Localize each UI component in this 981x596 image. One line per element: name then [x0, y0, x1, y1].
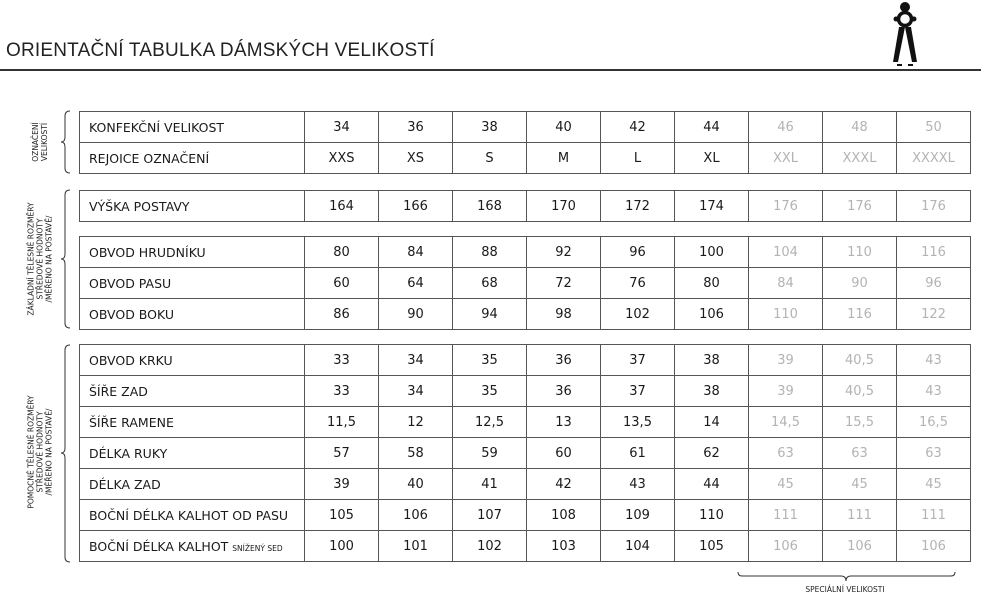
cell-special: 46	[749, 112, 823, 143]
cell-special: 45	[749, 469, 823, 500]
row-label: ŠÍŘE RAMENE	[80, 407, 305, 438]
cell-special: 40,5	[823, 376, 897, 407]
special-sizes-bracket	[737, 571, 957, 583]
cell: 166	[379, 191, 453, 222]
row-label	[80, 531, 305, 562]
cell-special: 122	[897, 299, 971, 330]
cell: L	[601, 143, 675, 174]
cell-special: 84	[749, 268, 823, 299]
cell: 170	[527, 191, 601, 222]
page-title: ORIENTAČNÍ TABULKA DÁMSKÝCH VELIKOSTÍ	[6, 40, 435, 61]
table-row	[80, 438, 971, 469]
fashion-figure-icon	[889, 0, 921, 68]
brace-group-3	[60, 344, 72, 563]
row-label: OBVOD BOKU	[80, 299, 305, 330]
cell: 44	[675, 112, 749, 143]
cell: 13	[527, 407, 601, 438]
table-row	[80, 299, 971, 330]
cell: 60	[527, 438, 601, 469]
table-row	[80, 376, 971, 407]
cell-special: 110	[749, 299, 823, 330]
cell: 37	[601, 345, 675, 376]
table-row	[80, 500, 971, 531]
cell: 90	[379, 299, 453, 330]
cell: 34	[379, 345, 453, 376]
cell: 88	[453, 237, 527, 268]
cell: 38	[453, 112, 527, 143]
cell-special: 176	[823, 191, 897, 222]
table-row	[80, 407, 971, 438]
row-label-text: BOČNÍ DÉLKA KALHOT	[89, 538, 229, 554]
brace-group-1	[60, 110, 72, 174]
table-basic-measures	[79, 236, 971, 330]
cell: 100	[305, 531, 379, 562]
cell: 14	[675, 407, 749, 438]
cell: XXS	[305, 143, 379, 174]
cell: 103	[527, 531, 601, 562]
cell: 41	[453, 469, 527, 500]
cell: 105	[305, 500, 379, 531]
cell: 11,5	[305, 407, 379, 438]
cell: 36	[527, 345, 601, 376]
cell: 38	[675, 376, 749, 407]
cell: 39	[305, 469, 379, 500]
cell-special: 176	[749, 191, 823, 222]
cell: 107	[453, 500, 527, 531]
cell: XS	[379, 143, 453, 174]
row-label: OBVOD PASU	[80, 268, 305, 299]
cell: 40	[379, 469, 453, 500]
cell-special: XXXL	[823, 143, 897, 174]
cell-special: 40,5	[823, 345, 897, 376]
cell: 108	[527, 500, 601, 531]
cell: 33	[305, 376, 379, 407]
cell-special: 45	[897, 469, 971, 500]
cell: 42	[527, 469, 601, 500]
cell: 92	[527, 237, 601, 268]
cell-special: 111	[749, 500, 823, 531]
table-auxiliary-measures	[79, 344, 971, 562]
table-row	[80, 237, 971, 268]
group-label-basic-measures: ZÁKLADNÍ TĚLESNÉ ROZMĚRY STŘEDOVÉ HODNOTY /MĚŘENO NA POSTAVĚ/	[26, 202, 54, 316]
cell: 172	[601, 191, 675, 222]
cell: 36	[379, 112, 453, 143]
table-row	[80, 345, 971, 376]
cell-special: 104	[749, 237, 823, 268]
cell: 98	[527, 299, 601, 330]
table-row	[80, 531, 971, 562]
cell-special: 63	[897, 438, 971, 469]
cell: 13,5	[601, 407, 675, 438]
cell: 102	[453, 531, 527, 562]
cell: 42	[601, 112, 675, 143]
cell-special: 43	[897, 376, 971, 407]
cell: 35	[453, 345, 527, 376]
row-label: BOČNÍ DÉLKA KALHOT OD PASU	[80, 500, 305, 531]
cell: 106	[675, 299, 749, 330]
cell: 61	[601, 438, 675, 469]
row-label: VÝŠKA POSTAVY	[80, 191, 305, 222]
cell-special: 111	[823, 500, 897, 531]
cell: 104	[601, 531, 675, 562]
cell: 60	[305, 268, 379, 299]
row-label: OBVOD KRKU	[80, 345, 305, 376]
cell: 76	[601, 268, 675, 299]
table-row	[80, 191, 971, 222]
cell-special: 116	[897, 237, 971, 268]
cell-special: 39	[749, 345, 823, 376]
cell-special: 106	[897, 531, 971, 562]
cell: 86	[305, 299, 379, 330]
table-row	[80, 268, 971, 299]
group-label-auxiliary-measures: POMOCNÉ TĚLESNÉ ROZMĚRY STŘEDOVÉ HODNOTY /MĚŘENO NA POSTAVĚ/	[26, 395, 54, 509]
cell-special: 15,5	[823, 407, 897, 438]
cell-special: 106	[749, 531, 823, 562]
cell-special: XXXXL	[897, 143, 971, 174]
table-height	[79, 190, 971, 222]
cell: 105	[675, 531, 749, 562]
cell: 168	[453, 191, 527, 222]
cell-special: 116	[823, 299, 897, 330]
cell: 57	[305, 438, 379, 469]
cell: M	[527, 143, 601, 174]
table-row	[80, 143, 971, 174]
cell-special: 14,5	[749, 407, 823, 438]
row-label: ŠÍŘE ZAD	[80, 376, 305, 407]
cell: 58	[379, 438, 453, 469]
table-row	[80, 112, 971, 143]
cell: 84	[379, 237, 453, 268]
row-label: DÉLKA RUKY	[80, 438, 305, 469]
cell: 102	[601, 299, 675, 330]
cell: 33	[305, 345, 379, 376]
cell: 43	[601, 469, 675, 500]
cell: 96	[601, 237, 675, 268]
cell: 80	[305, 237, 379, 268]
cell-special: 106	[823, 531, 897, 562]
cell: 59	[453, 438, 527, 469]
cell-special: 90	[823, 268, 897, 299]
cell: 110	[675, 500, 749, 531]
cell-special: 111	[897, 500, 971, 531]
cell: 64	[379, 268, 453, 299]
cell: 101	[379, 531, 453, 562]
cell: 44	[675, 469, 749, 500]
cell: 34	[305, 112, 379, 143]
cell-special: 43	[897, 345, 971, 376]
row-label-note: SNÍŽENÝ SED	[232, 543, 283, 553]
title-rule	[0, 69, 981, 71]
cell: 62	[675, 438, 749, 469]
row-label: KONFEKČNÍ VELIKOST	[80, 112, 305, 143]
cell-special: XXL	[749, 143, 823, 174]
cell: 37	[601, 376, 675, 407]
table-size-designation	[79, 111, 971, 174]
cell-special: 16,5	[897, 407, 971, 438]
cell-special: 63	[823, 438, 897, 469]
cell-special: 39	[749, 376, 823, 407]
cell: 164	[305, 191, 379, 222]
cell-special: 63	[749, 438, 823, 469]
cell-special: 48	[823, 112, 897, 143]
special-sizes-label: SPECIÁLNÍ VELIKOSTI	[805, 585, 885, 594]
table-row	[80, 469, 971, 500]
cell: 72	[527, 268, 601, 299]
cell: 12	[379, 407, 453, 438]
row-label: DÉLKA ZAD	[80, 469, 305, 500]
cell: 12,5	[453, 407, 527, 438]
cell: 68	[453, 268, 527, 299]
cell-special: 45	[823, 469, 897, 500]
cell: 36	[527, 376, 601, 407]
cell: 106	[379, 500, 453, 531]
cell: 40	[527, 112, 601, 143]
cell: 100	[675, 237, 749, 268]
group-label-size-designation: OZNAČENÍ VELIKOSTÍ	[31, 122, 49, 162]
cell: XL	[675, 143, 749, 174]
cell: 80	[675, 268, 749, 299]
cell: S	[453, 143, 527, 174]
cell: 35	[453, 376, 527, 407]
brace-group-2	[60, 189, 72, 329]
cell-special: 110	[823, 237, 897, 268]
cell: 94	[453, 299, 527, 330]
cell: 174	[675, 191, 749, 222]
row-label: REJOICE OZNAČENÍ	[80, 143, 305, 174]
cell: 38	[675, 345, 749, 376]
row-label: OBVOD HRUDNÍKU	[80, 237, 305, 268]
cell: 109	[601, 500, 675, 531]
cell: 34	[379, 376, 453, 407]
cell-special: 176	[897, 191, 971, 222]
cell-special: 50	[897, 112, 971, 143]
cell-special: 96	[897, 268, 971, 299]
